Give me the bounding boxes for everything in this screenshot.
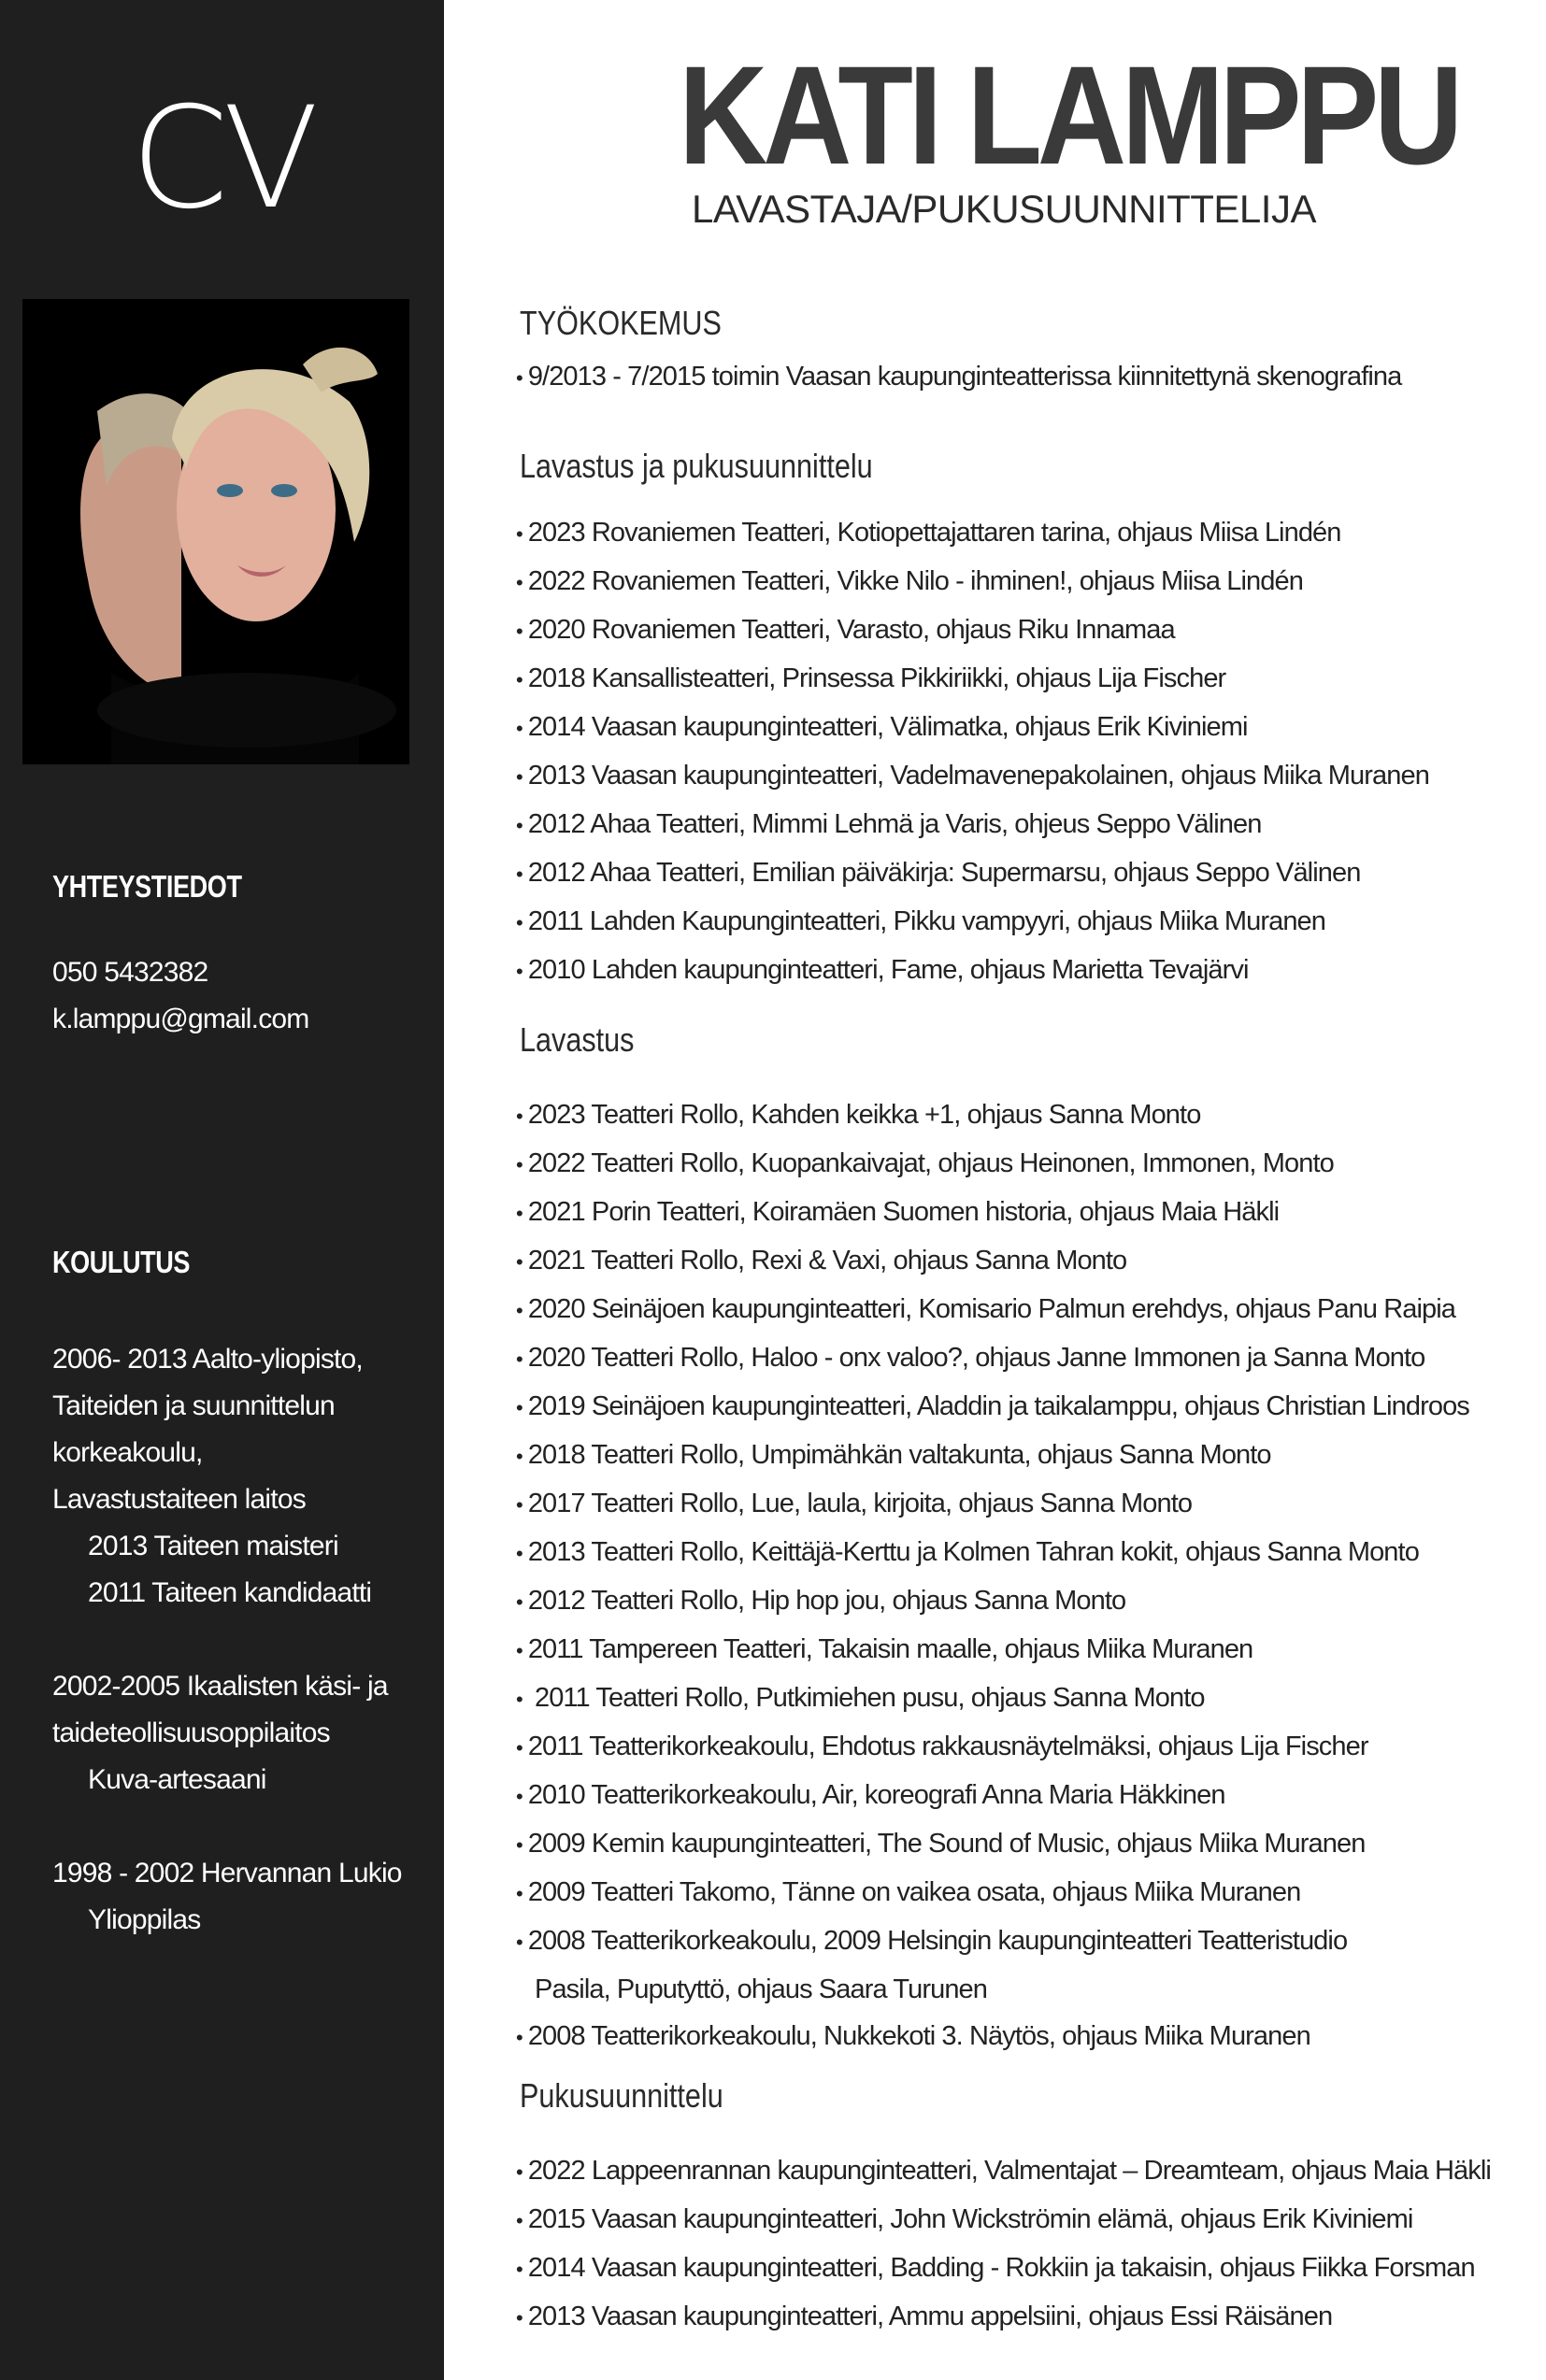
list-item: • 2020 Teatteri Rollo, Haloo - onx valoo?, ohjaus Janne Immonen ja Sanna Monto xyxy=(516,1343,1425,1373)
phone-number: 050 5432382 xyxy=(52,957,208,988)
list-item: • 2014 Vaasan kaupunginteatteri, Badding - Rokkiin ja takaisin, ohjaus Fiikka Forsman xyxy=(516,2253,1475,2283)
list-item-continued: Pasila, Puputyttö, ohjaus Saara Turunen xyxy=(535,1974,988,2004)
work-heading: TYÖKOKEMUS xyxy=(520,304,722,342)
list-item: • 2011 Lahden Kaupunginteatteri, Pikku vampyyri, ohjaus Miika Muranen xyxy=(516,906,1326,936)
list-item: • 2012 Ahaa Teatteri, Mimmi Lehmä ja Varis, ohjeus Seppo Välinen xyxy=(516,809,1262,839)
list-item: • 2018 Kansallisteatteri, Prinsessa Pikkiriikki, ohjaus Lija Fischer xyxy=(516,663,1226,693)
portrait-image xyxy=(22,299,409,764)
education-degree: 2011 Taiteen kandidaatti xyxy=(88,1577,372,1608)
education-line: 2002-2005 Ikaalisten käsi- ja xyxy=(52,1671,388,1702)
list-item: • 2010 Lahden kaupunginteatteri, Fame, ohjaus Marietta Tevajärvi xyxy=(516,955,1249,985)
costume-heading: Pukusuunnittelu xyxy=(520,2076,723,2115)
profile-photo xyxy=(22,299,409,764)
education-line: 1998 - 2002 Hervannan Lukio xyxy=(52,1858,402,1888)
education-line: Lavastustaiteen laitos xyxy=(52,1484,306,1515)
set-costume-heading: Lavastus ja pukusuunnittelu xyxy=(520,447,873,485)
education-line: Taiteiden ja suunnittelun xyxy=(52,1390,335,1421)
list-item: • 2021 Porin Teatteri, Koiramäen Suomen historia, ohjaus Maia Häkli xyxy=(516,1197,1280,1227)
education-degree: 2013 Taiteen maisteri xyxy=(88,1531,338,1561)
list-item: • 2018 Teatteri Rollo, Umpimähkän valtakunta, ohjaus Sanna Monto xyxy=(516,1440,1271,1470)
education-line: korkeakoulu, xyxy=(52,1437,203,1468)
list-item: • 2010 Teatterikorkeakoulu, Air, koreografi Anna Maria Häkkinen xyxy=(516,1780,1225,1810)
list-item: • 2011 Tampereen Teatteri, Takaisin maalle, ohjaus Miika Muranen xyxy=(516,1634,1253,1664)
job-title: LAVASTAJA/PUKUSUUNNITTELIJA xyxy=(692,187,1316,231)
contact-heading: YHTEYSTIEDOT xyxy=(52,869,242,904)
list-item: • 2013 Teatteri Rollo, Keittäjä-Kerttu ja Kolmen Tahran kokit, ohjaus Sanna Monto xyxy=(516,1537,1419,1567)
education-heading: KOULUTUS xyxy=(52,1245,191,1279)
person-name: KATI LAMPPU xyxy=(679,36,1459,193)
list-item: • 2008 Teatterikorkeakoulu, 2009 Helsingin kaupunginteatteri Teatteristudio xyxy=(516,1926,1348,1956)
list-item: • 2011 Teatterikorkeakoulu, Ehdotus rakkausnäytelmäksi, ohjaus Lija Fischer xyxy=(516,1732,1368,1761)
list-item: • 9/2013 - 7/2015 toimin Vaasan kaupunginteatterissa kiinnitettynä skenografina xyxy=(516,362,1402,392)
list-item: • 2022 Rovaniemen Teatteri, Vikke Nilo - ihminen!, ohjaus Miisa Lindén xyxy=(516,566,1303,596)
sidebar xyxy=(0,0,444,2380)
education-degree: Kuva-artesaani xyxy=(88,1764,266,1795)
list-item: • 2017 Teatteri Rollo, Lue, laula, kirjoita, ohjaus Sanna Monto xyxy=(516,1489,1193,1518)
education-ikaalinen xyxy=(52,1663,388,1803)
list-item: • 2022 Teatteri Rollo, Kuopankaivajat, ohjaus Heinonen, Immonen, Monto xyxy=(516,1148,1334,1178)
education-line: 2006- 2013 Aalto-yliopisto, xyxy=(52,1344,363,1375)
education-line: taideteollisuusoppilaitos xyxy=(52,1717,330,1748)
list-item: • 2019 Seinäjoen kaupunginteatteri, Aladdin ja taikalamppu, ohjaus Christian Lindroos xyxy=(516,1391,1469,1421)
list-item: • 2020 Rovaniemen Teatteri, Varasto, ohjaus Riku Innamaa xyxy=(516,615,1175,645)
list-item: • 2021 Teatteri Rollo, Rexi & Vaxi, ohjaus Sanna Monto xyxy=(516,1246,1127,1276)
list-item: • 2023 Teatteri Rollo, Kahden keikka +1, ohjaus Sanna Monto xyxy=(516,1100,1201,1130)
list-item: • 2014 Vaasan kaupunginteatteri, Välimatka, ohjaus Erik Kiviniemi xyxy=(516,712,1248,742)
list-item: • 2022 Lappeenrannan kaupunginteatteri, Valmentajat – Dreamteam, ohjaus Maia Häkli xyxy=(516,2156,1491,2186)
list-item: • 2013 Vaasan kaupunginteatteri, Vadelmavenepakolainen, ohjaus Miika Muranen xyxy=(516,761,1429,791)
list-item: • 2009 Teatteri Takomo, Tänne on vaikea osata, ohjaus Miika Muranen xyxy=(516,1877,1301,1907)
set-design-heading: Lavastus xyxy=(520,1020,635,1059)
education-hervanta xyxy=(52,1850,402,1944)
list-item: • 2011 Teatteri Rollo, Putkimiehen pusu, ohjaus Sanna Monto xyxy=(516,1683,1205,1713)
list-item: • 2015 Vaasan kaupunginteatteri, John Wickströmin elämä, ohjaus Erik Kiviniemi xyxy=(516,2204,1413,2234)
email-address[interactable]: k.lamppu@gmail.com xyxy=(52,1004,309,1034)
education-aalto xyxy=(52,1336,371,1617)
work-list xyxy=(516,353,1401,402)
list-item: • 2013 Vaasan kaupunginteatteri, Ammu appelsiini, ohjaus Essi Räisänen xyxy=(516,2302,1333,2331)
list-item: • 2009 Kemin kaupunginteatteri, The Sound of Music, ohjaus Miika Muranen xyxy=(516,1829,1366,1859)
cv-label: CV xyxy=(130,78,314,240)
list-item: • 2020 Seinäjoen kaupunginteatteri, Komisario Palmun erehdys, ohjaus Panu Raipia xyxy=(516,1294,1456,1324)
list-item: • 2012 Teatteri Rollo, Hip hop jou, ohjaus Sanna Monto xyxy=(516,1586,1126,1616)
list-item: • 2008 Teatterikorkeakoulu, Nukkekoti 3. Näytös, ohjaus Miika Muranen xyxy=(516,2021,1310,2051)
set-costume-list xyxy=(516,509,1429,995)
list-item: • 2023 Rovaniemen Teatteri, Kotiopettajattaren tarina, ohjaus Miisa Lindén xyxy=(516,518,1341,548)
education-degree: Ylioppilas xyxy=(88,1904,201,1935)
set-design-list xyxy=(516,1091,1469,2061)
costume-list xyxy=(516,2147,1491,2342)
list-item: • 2012 Ahaa Teatteri, Emilian päiväkirja: Supermarsu, ohjaus Seppo Välinen xyxy=(516,858,1361,888)
